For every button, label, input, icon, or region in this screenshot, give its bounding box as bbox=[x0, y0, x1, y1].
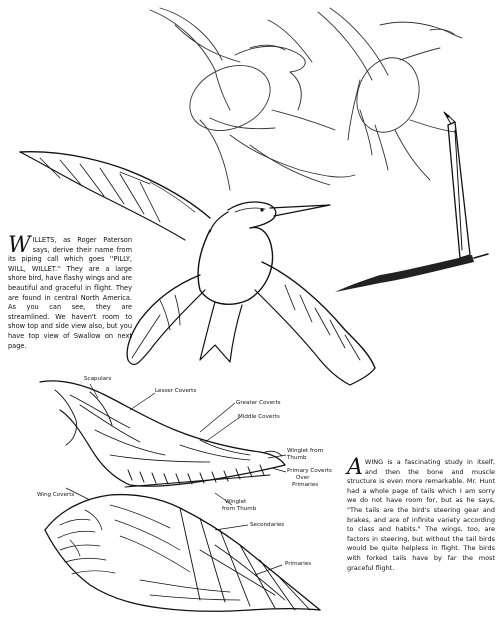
paragraph-willets-text: ILLETS, as Roger Paterson says, derive their name from its piping call which goes ''PILLY, WILL, WILLET.'' They are a large shore bird, have flashy wings and are beautiful and graceful in flight. They are found in central North America. As you can see, they are streamlined. We haven't room to show top and side view also, but you have top view of Swallow on next page. bbox=[8, 236, 132, 350]
paragraph-wing bbox=[347, 455, 495, 573]
label-primary-coverts: Primary Coverts Over Primaries bbox=[287, 468, 332, 488]
wing-feathers-drawing bbox=[45, 495, 320, 612]
label-primaries: Primaries bbox=[285, 561, 312, 567]
paragraph-willets bbox=[8, 233, 132, 351]
label-winglet-from-thumb-top: Winglet from Thumb bbox=[287, 448, 324, 461]
pencil-icon bbox=[444, 112, 470, 258]
drop-cap-w: W bbox=[8, 233, 31, 258]
paragraph-wing-text: WING is a fascinating study in itself, and then the bone and muscle structure is even more remarkable. Mr. Hunt had a whole page of tails which I am sorry we do not have room for, but as he says, "The tails are the bird's steering gear and brakes, and are of infinite variety according to class and habits." The wings, too, are factors in steering, but without the tail birds would be quite helpless in flight. The birds with forked tails have by far the most graceful flight. bbox=[347, 458, 495, 572]
drop-cap-a: A bbox=[347, 455, 363, 480]
label-lesser-coverts: Lesser Coverts bbox=[155, 388, 197, 394]
label-greater-coverts: Greater Coverts bbox=[236, 400, 281, 406]
brush-icon bbox=[335, 254, 488, 292]
label-wing-coverts: Wing Coverts bbox=[37, 492, 75, 498]
label-middle-coverts: Middle Coverts bbox=[238, 414, 280, 420]
wing-labels bbox=[37, 376, 332, 567]
willet-flight-sketch-left bbox=[150, 8, 355, 190]
label-scapulars: Scapulars bbox=[84, 376, 112, 382]
label-secondaries: Secondaries bbox=[250, 522, 285, 528]
wing-anatomy-drawing bbox=[40, 381, 285, 487]
label-winglet-from-thumb-bottom: Winglet from Thumb bbox=[222, 499, 257, 512]
willet-flight-sketch-right bbox=[318, 8, 462, 180]
label-leader-lines bbox=[66, 384, 286, 575]
